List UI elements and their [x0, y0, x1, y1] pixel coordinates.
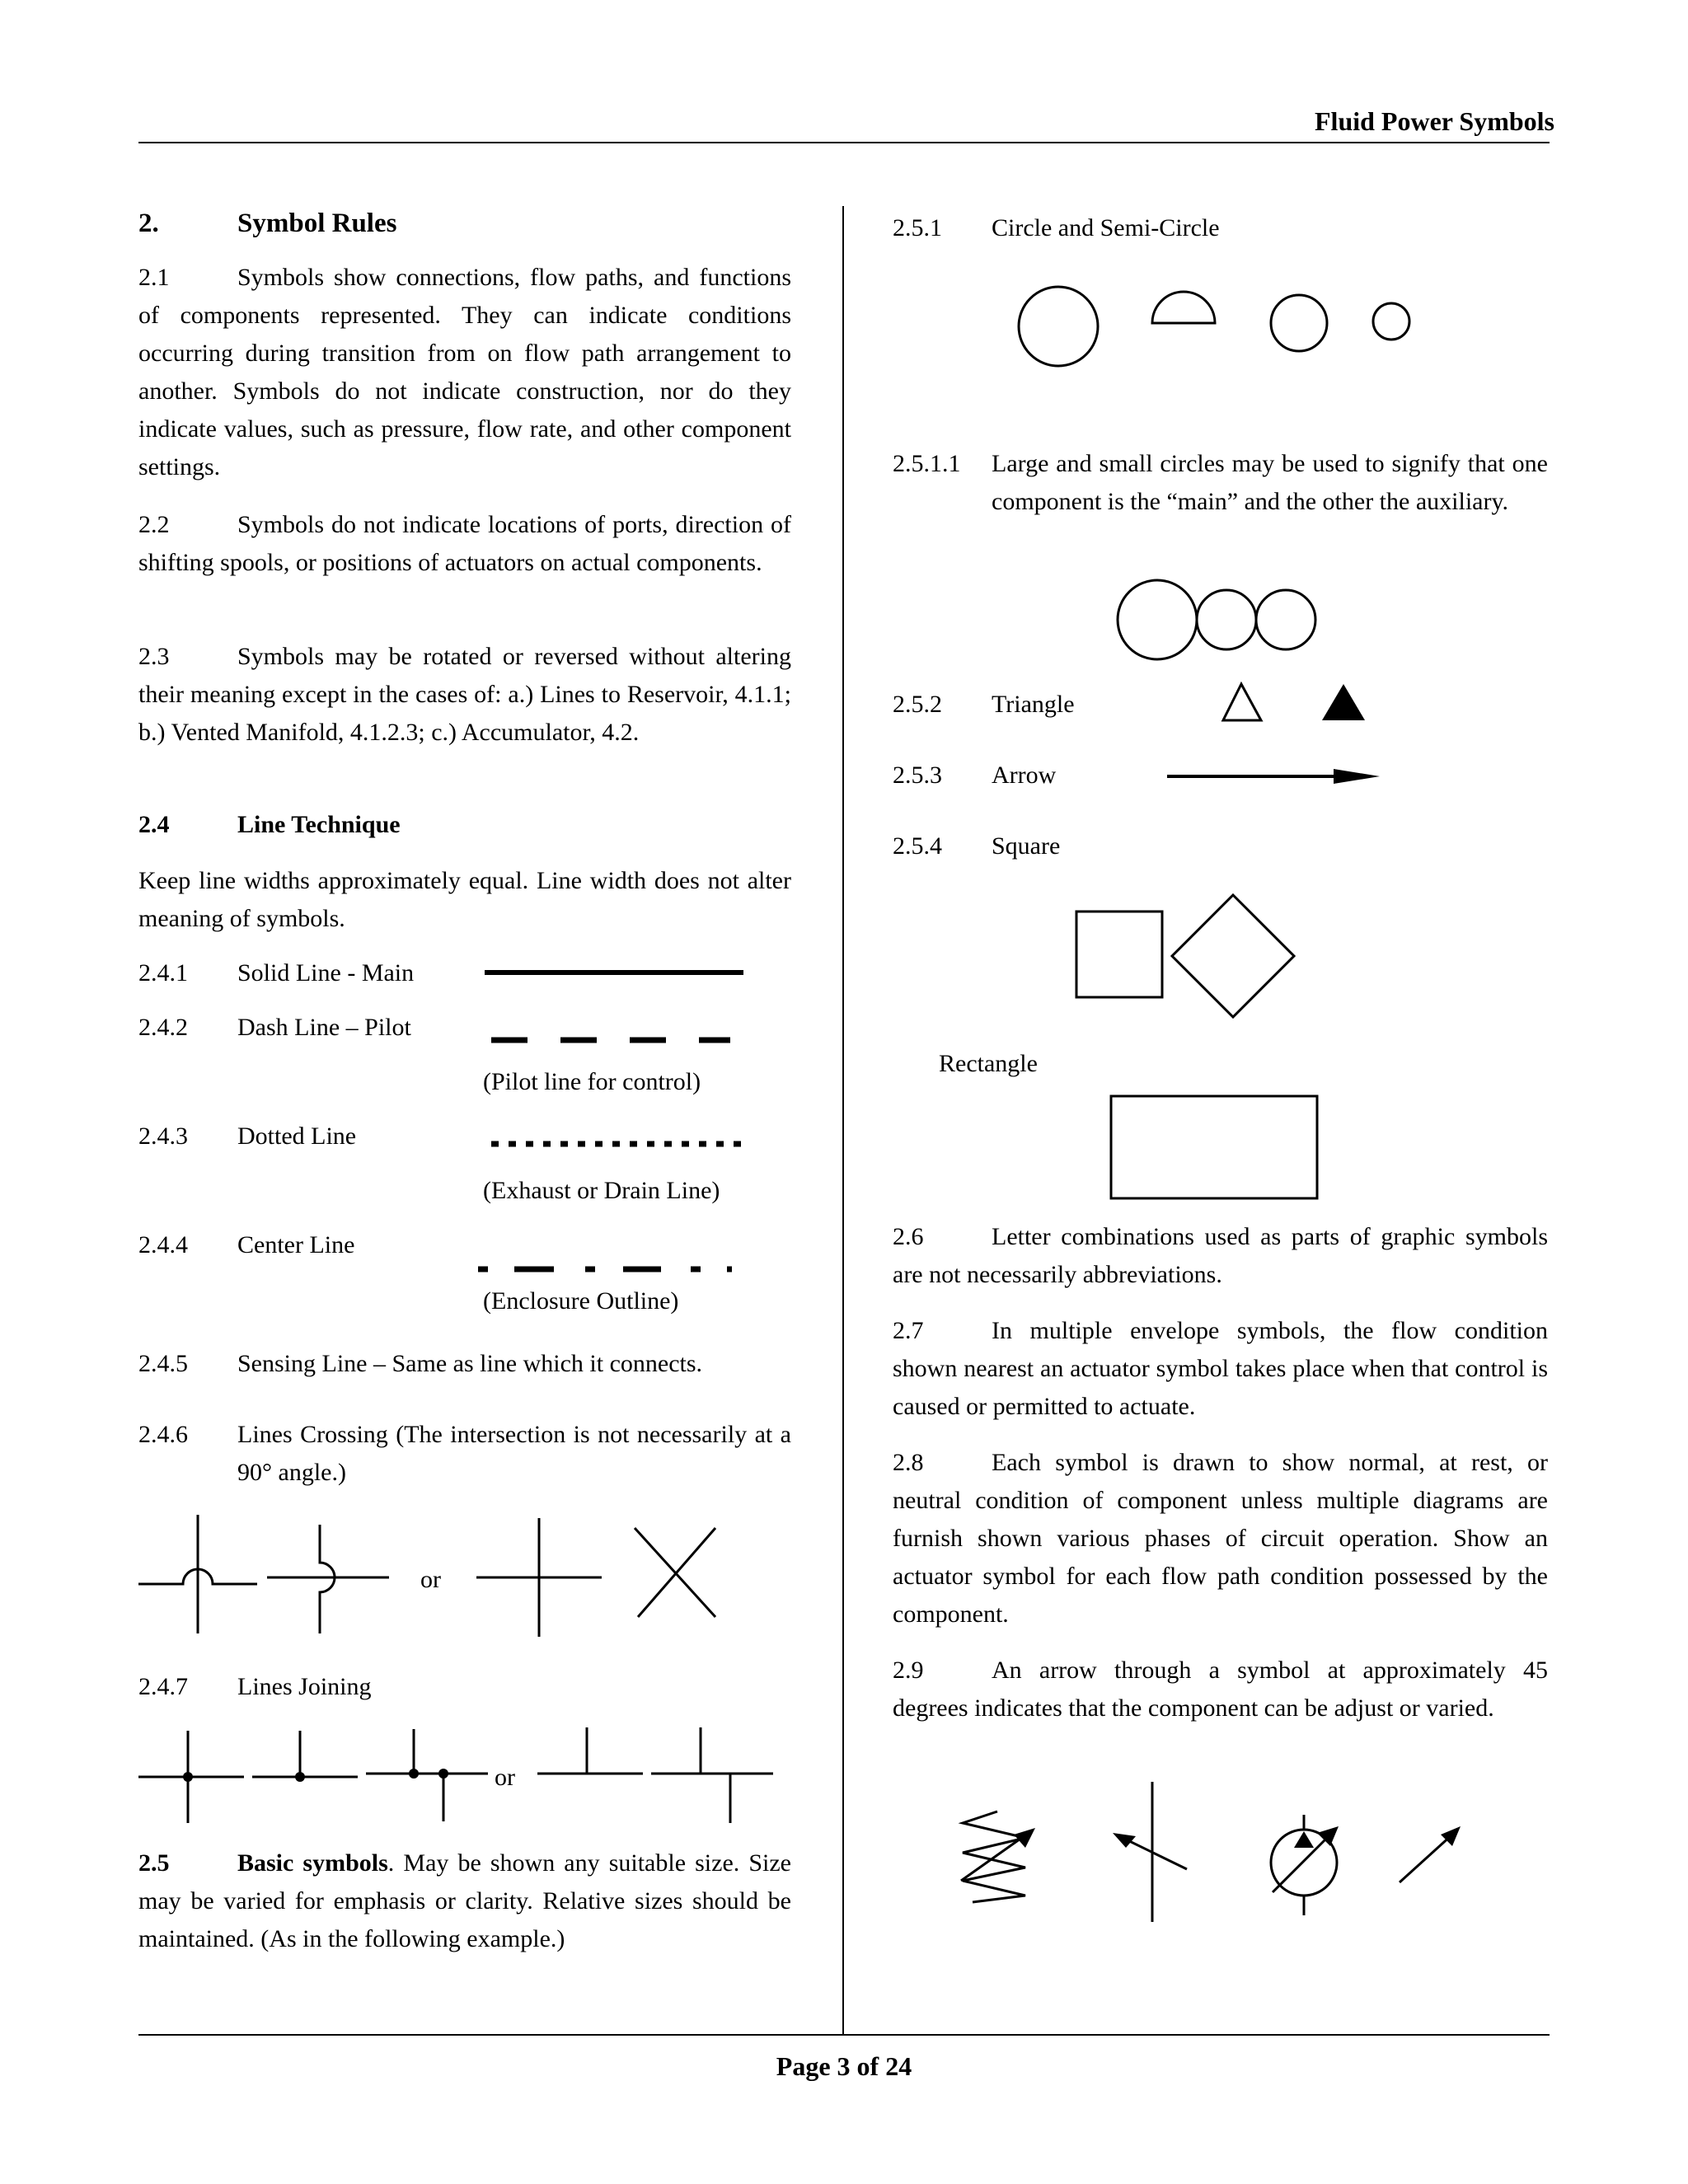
item-2-5-1-label: Circle and Semi-Circle [992, 214, 1220, 241]
line-technique-text: Keep line widths approximately equal. Line width does not alter meaning of symbols. [138, 867, 791, 932]
center-line-symbol [478, 1264, 742, 1274]
junction-dot [295, 1772, 305, 1782]
dotted-line-symbol [491, 1139, 747, 1149]
item-2-4-1-number: 2.4.1 [138, 959, 188, 987]
paragraph-2-7-number: 2.7 [893, 1317, 924, 1344]
section-2-title: Symbol Rules [237, 209, 397, 238]
square-symbols [1071, 890, 1368, 1022]
item-2-4-5-number: 2.4.5 [138, 1350, 188, 1377]
footer-rule [138, 2034, 1550, 2036]
large-circle [1019, 287, 1098, 366]
section-2-4-heading [138, 806, 791, 844]
paragraph-2-8-number: 2.8 [893, 1449, 924, 1476]
item-2-5-2-label: Triangle [992, 691, 1075, 718]
section-2-5-number: 2.5 [138, 1849, 170, 1877]
item-2-4-2-label: Dash Line – Pilot [237, 1014, 411, 1041]
crossing-or-label: or [420, 1566, 441, 1593]
paragraph-2-2-number: 2.2 [138, 511, 170, 538]
pilot-line-caption: (Pilot line for control) [483, 1068, 701, 1095]
item-2-4-6-number: 2.4.6 [138, 1421, 188, 1448]
drain-line-caption: (Exhaust or Drain Line) [483, 1177, 720, 1204]
rectangle-symbol [1104, 1093, 1320, 1205]
junction-dot [438, 1769, 448, 1779]
paragraph-2-7 [893, 1312, 1548, 1426]
item-2-4-4-number: 2.4.4 [138, 1231, 188, 1258]
paragraph-2-1-text: Symbols show connections, flow paths, and functions of components represented. They can indicate conditions occurring during transition from on flow path arrangement to another. Symbols do not indicate construction, nor do they indicate values, such as pressure, flow rate, and other component settings. [138, 264, 791, 480]
section-2-4-title: Line Technique [237, 811, 401, 838]
paragraph-2-9-number: 2.9 [893, 1657, 924, 1684]
dash-line-symbol [491, 1035, 734, 1045]
filled-triangle [1322, 684, 1365, 720]
auxiliary-circle [1197, 590, 1256, 649]
paragraph-2-1 [138, 259, 791, 486]
section-2-number: 2. [138, 209, 159, 238]
main-auxiliary-circles [1113, 577, 1327, 668]
paragraph-2-6-text: Letter combinations used as parts of graphic symbols are not necessarily abbreviations. [893, 1223, 1548, 1288]
item-2-4-7-number: 2.4.7 [138, 1673, 188, 1700]
paragraph-2-7-text: In multiple envelope symbols, the flow condition shown nearest an actuator symbol takes place when that control is caused or permitted to actuate. [893, 1317, 1548, 1420]
item-2-5-3-label: Arrow [992, 762, 1057, 789]
page-number: Page 3 of 24 [776, 2051, 912, 2081]
paragraph-2-6 [893, 1218, 1548, 1294]
paragraph-2-2-text: Symbols do not indicate locations of ports, direction of shifting spools, or positions of actuators on actual components. [138, 511, 791, 576]
paragraph-2-1-number: 2.1 [138, 264, 170, 291]
item-2-4-4 [138, 1226, 791, 1264]
item-2-5-4-number: 2.5.4 [893, 832, 942, 860]
header-rule [138, 142, 1550, 143]
paragraph-2-6-number: 2.6 [893, 1223, 924, 1250]
item-2-4-2-number: 2.4.2 [138, 1014, 188, 1041]
item-2-4-5-label: Sensing Line – Same as line which it connects. [237, 1350, 703, 1377]
item-2-5-1-1-number: 2.5.1.1 [893, 450, 961, 477]
item-2-5-1-number: 2.5.1 [893, 214, 942, 241]
joining-or-label: or [495, 1764, 515, 1791]
item-2-5-1-1 [893, 445, 1548, 560]
paragraph-2-3 [138, 638, 791, 752]
item-2-5-2-number: 2.5.2 [893, 691, 942, 718]
item-2-5-3-number: 2.5.3 [893, 762, 942, 789]
main-circle [1118, 580, 1197, 659]
item-2-5-4 [893, 827, 1548, 865]
paragraph-2-3-text: Symbols may be rotated or reversed without altering their meaning except in the cases of: a.) Lines to Reservoir, 4.1.1; b.) Vented Manifold, 4.1.2.3; c.) Accumulator, 4.2. [138, 643, 791, 746]
paragraph-2-9 [893, 1652, 1548, 1727]
item-2-4-1-label: Solid Line - Main [237, 959, 415, 987]
small-circle [1373, 303, 1409, 340]
auxiliary-circle [1256, 590, 1315, 649]
column-divider [842, 206, 844, 2034]
item-2-4-3 [138, 1118, 791, 1155]
junction-dot [183, 1772, 193, 1782]
item-2-4-6-text: Lines Crossing (The intersection is not necessarily at a 90° angle.) [237, 1421, 791, 1486]
lines-joining-diagram [132, 1726, 783, 1833]
item-2-4-4-label: Center Line [237, 1231, 355, 1258]
paragraph-2-8 [893, 1444, 1548, 1633]
item-2-5-4-label: Square [992, 832, 1061, 860]
paragraph-2-3-number: 2.3 [138, 643, 170, 670]
item-2-4-6 [138, 1416, 791, 1492]
section-2-5-title: Basic symbols [237, 1849, 388, 1877]
item-2-5-1-1-text: Large and small circles may be used to signify that one component is the “main” and the other the auxiliary. [992, 450, 1548, 515]
solid-line-symbol [483, 968, 747, 977]
item-2-4-5 [138, 1345, 791, 1383]
junction-dot [409, 1769, 419, 1779]
section-2-4-number: 2.4 [138, 811, 170, 838]
rectangle-label: Rectangle [939, 1050, 1038, 1077]
header-title: Fluid Power Symbols [1315, 106, 1554, 136]
paragraph-2-2 [138, 506, 791, 582]
item-2-5-1 [893, 209, 1548, 247]
section-2-5 [138, 1844, 791, 1958]
section-2-5-text: . May be shown any suitable size. Size may be varied for emphasis or clarity. Relative sizes should be maintained. (As in the following example.) [138, 1849, 792, 1952]
diamond [1172, 895, 1294, 1017]
triangle-symbols [1220, 681, 1385, 730]
open-triangle [1223, 684, 1261, 720]
item-2-4-7 [138, 1668, 791, 1706]
medium-circle [1271, 295, 1327, 351]
item-2-4-7-label: Lines Joining [237, 1673, 372, 1700]
item-2-4-3-number: 2.4.3 [138, 1122, 188, 1150]
paragraph-2-9-text: An arrow through a symbol at approximately 45 degrees indicates that the component can be adjust or varied. [893, 1657, 1548, 1722]
adjustable-symbols [956, 1779, 1517, 1935]
item-2-4-3-label: Dotted Line [237, 1122, 357, 1150]
paragraph-2-8-text: Each symbol is drawn to show normal, at rest, or neutral condition of component unless multiple diagrams are furnish shown various phases of circuit operation. Show an actuator symbol for each flow path condition possessed by the component. [893, 1449, 1548, 1628]
enclosure-outline-caption: (Enclosure Outline) [483, 1287, 679, 1315]
square [1076, 912, 1162, 997]
adjustable-arrow [1400, 1835, 1452, 1882]
semi-circle [1152, 292, 1215, 323]
arrow-symbol [1164, 765, 1386, 790]
circle-semicircle-symbols [1014, 280, 1442, 379]
section-2-heading [138, 204, 791, 242]
